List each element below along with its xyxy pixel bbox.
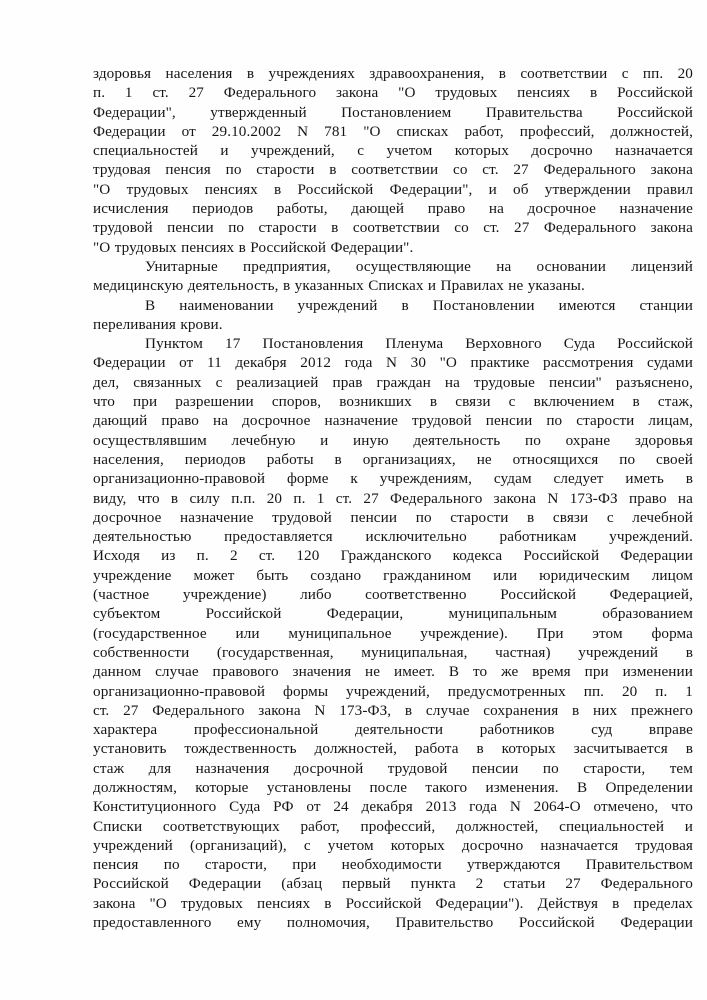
paragraph [93, 64, 693, 257]
text-line: п. 1 ст. 27 Федерального закона "О трудовых пенсиях в Российской [93, 84, 693, 102]
text-line: организационно-правовой форме к учреждениям, судам следует иметь в [93, 470, 693, 488]
text-line: трудовой пенсии по старости в соответствии со ст. 27 Федерального закона [93, 219, 693, 237]
text-line: исчисления периодов работы, дающей право на досрочное назначение [93, 200, 693, 218]
text-line: Федерации от 11 декабря 2012 года N 30 "О практике рассмотрения судами [93, 354, 693, 372]
text-line: Списки соответствующих работ, профессий, должностей, специальностей и [93, 817, 693, 835]
text-line: Исходя из п. 2 ст. 120 Гражданского кодекса Российской Федерации [93, 547, 693, 565]
text-line: населения, периодов работы в организациях, не относящихся по своей [93, 450, 693, 468]
text-line: переливания крови. [93, 315, 223, 333]
text-line: виду, что в силу п.п. 20 п. 1 ст. 27 Федерального закона N 173-ФЗ право на [93, 489, 693, 507]
text-line: (государственное или муниципальное учреждение). При этом форма [93, 624, 693, 642]
paragraph [93, 257, 693, 296]
text-line: Конституционного Суда РФ от 24 декабря 2013 года N 2064-О отмечено, что [93, 798, 693, 816]
paragraph [93, 334, 693, 932]
text-line: стаж для назначения досрочной трудовой пенсии по старости, тем [93, 759, 693, 777]
text-line: дающий право на досрочное назначение трудовой пенсии по старости лицам, [93, 412, 693, 430]
text-line: характера профессиональной деятельности работников суд вправе [93, 721, 693, 739]
text-line: учреждений (организаций), с учетом которых досрочно назначается трудовая [93, 836, 693, 854]
text-line: Пунктом 17 Постановления Пленума Верховного Суда Российской [145, 335, 693, 353]
text-line: организационно-правовой формы учреждений, предусмотренных пп. 20 п. 1 [93, 682, 693, 700]
text-line: здоровья населения в учреждениях здравоохранения, в соответствии с пп. 20 [93, 65, 693, 82]
text-line: "О трудовых пенсиях в Российской Федерации", и об утверждении правил [93, 180, 693, 198]
text-line: что при разрешении споров, возникших в связи с включением в стаж, [93, 393, 693, 411]
document-body [93, 64, 693, 932]
text-line: осуществлявшим лечебную и иную деятельность по охране здоровья [93, 431, 693, 449]
text-line: должностям, которые установлены после такого изменения. В Определении [93, 778, 693, 796]
text-line: трудовая пенсия по старости в соответствии со ст. 27 Федерального закона [93, 161, 693, 179]
text-line: закона "О трудовых пенсиях в Российской Федерации"). Действуя в пределах [93, 894, 693, 912]
text-line: Унитарные предприятия, осуществляющие на основании лицензий [145, 257, 693, 275]
text-line: "О трудовых пенсиях в Российской Федерации". [93, 238, 414, 256]
text-line: данном случае правового значения не имеет. В то же время при изменении [93, 663, 693, 681]
text-line: Федерации от 29.10.2002 N 781 "О списках работ, профессий, должностей, [93, 122, 693, 140]
paragraph [93, 296, 693, 335]
text-line: установить тождественность должностей, работа в которых засчитывается в [93, 740, 693, 758]
text-line: деятельностью предоставляется исключительно работникам учреждений. [93, 528, 693, 546]
text-line: учреждение может быть создано гражданином или юридическим лицом [93, 566, 693, 584]
text-line: дел, связанных с реализацией прав граждан на трудовые пенсии" разъяснено, [93, 373, 693, 391]
text-line: досрочное назначение трудовой пенсии по старости в связи с лечебной [93, 508, 693, 526]
text-line: В наименовании учреждений в Постановлении имеются станции [145, 296, 693, 314]
text-line: собственности (государственная, муниципальная, частная) учреждений в [93, 643, 693, 661]
text-line: пенсия по старости, при необходимости утверждаются Правительством [93, 856, 693, 874]
text-line: Федерации", утвержденный Постановлением Правительства Российской [93, 103, 693, 121]
text-line: специальностей и учреждений, с учетом которых досрочно назначается [93, 142, 693, 160]
text-line: медицинскую деятельность, в указанных Списках и Правилах не указаны. [93, 277, 585, 295]
text-line: ст. 27 Федерального закона N 173-ФЗ, в случае сохранения в них прежнего [93, 701, 693, 719]
text-line: (частное учреждение) либо соответственно Российской Федерацией, [93, 586, 693, 604]
text-line: субъектом Российской Федерации, муниципальным образованием [93, 605, 693, 623]
text-line: Российской Федерации (абзац первый пункта 2 статьи 27 Федерального [93, 875, 693, 893]
text-line: предоставленного ему полномочия, Правительство Российской Федерации [93, 914, 693, 932]
